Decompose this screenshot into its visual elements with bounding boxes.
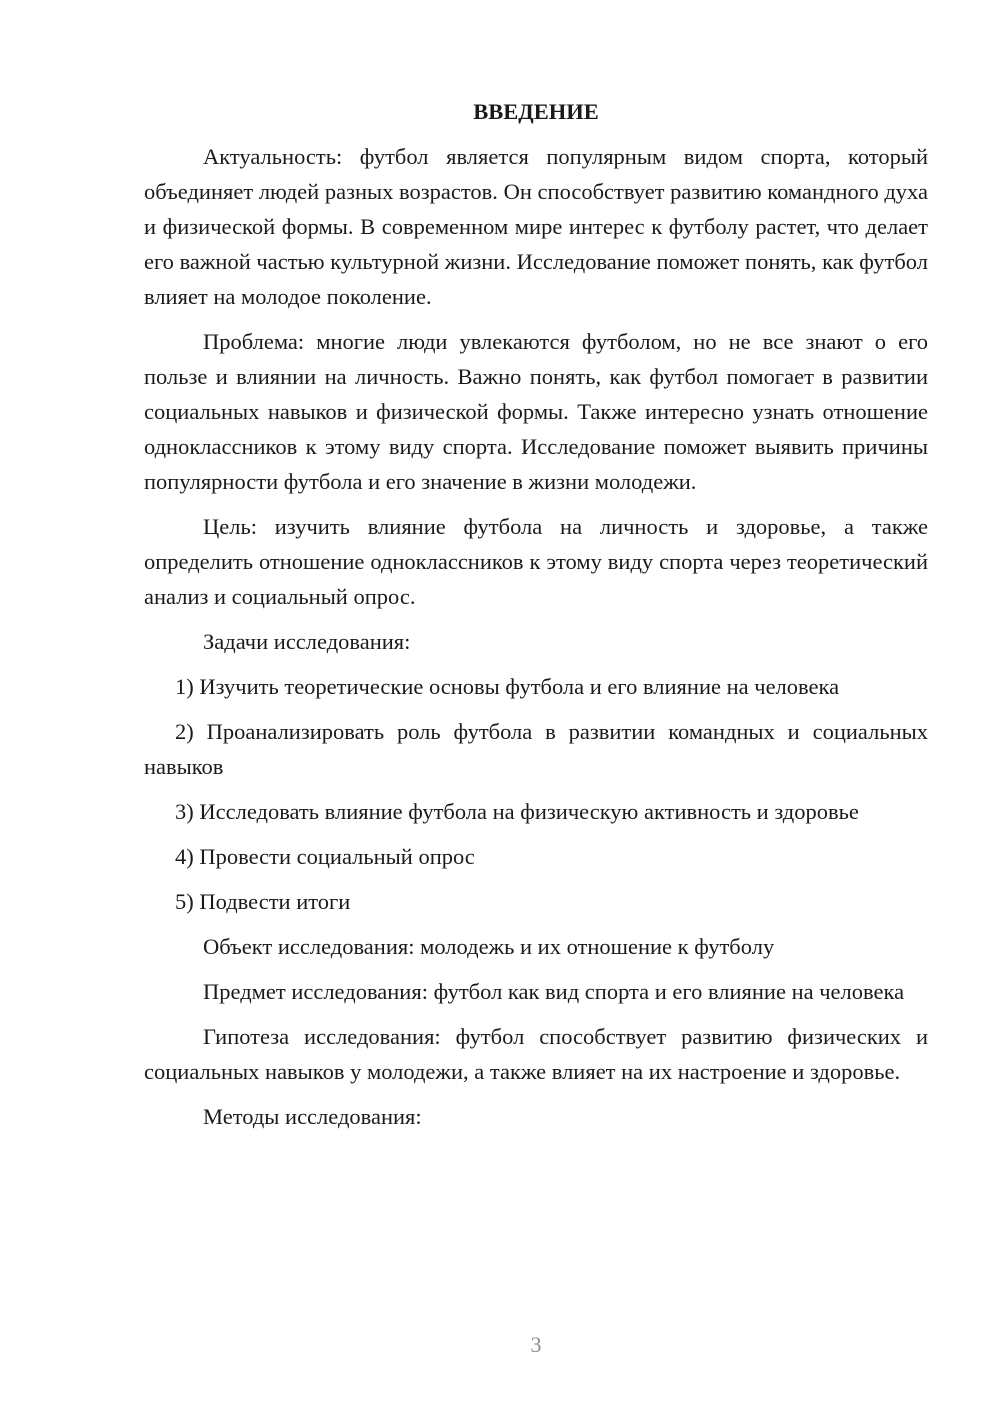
section-title: ВВЕДЕНИЕ <box>473 99 599 124</box>
task-item-5: 5) Подвести итоги <box>175 889 351 914</box>
relevance-paragraph: Актуальность: футбол является популярным видом спорта, который объединяет людей разных возрастов. Он способствует развитию командного духа и физической формы. В современном мире интерес к футболу растет, что делает его важной частью культурной жизни. Исследование поможет понять, как футбол влияет на молодое поколение. <box>144 144 928 309</box>
page-number: 3 <box>530 1332 542 1357</box>
task-item-3: 3) Исследовать влияние футбола на физическую активность и здоровье <box>175 799 859 824</box>
hypothesis-paragraph: Гипотеза исследования: футбол способствует развитию физических и социальных навыков у молодежи, а также влияет на их настроение и здоровье. <box>144 1024 928 1084</box>
task-item-4: 4) Провести социальный опрос <box>175 844 475 869</box>
document-page <box>144 94 928 1144</box>
task-item-2: 2) Проанализировать роль футбола в развитии командных и социальных навыков <box>144 719 928 779</box>
methods-heading: Методы исследования: <box>203 1104 422 1129</box>
object-paragraph: Объект исследования: молодежь и их отношение к футболу <box>203 934 775 959</box>
task-item-1: 1) Изучить теоретические основы футбола и его влияние на человека <box>175 674 840 699</box>
subject-paragraph: Предмет исследования: футбол как вид спорта и его влияние на человека <box>203 979 905 1004</box>
tasks-heading: Задачи исследования: <box>203 629 411 654</box>
problem-paragraph: Проблема: многие люди увлекаются футболом, но не все знают о его пользе и влиянии на личность. Важно понять, как футбол помогает в развитии социальных навыков и физической формы. Также интересно узнать отношение одноклассников к этому виду спорта. Исследование поможет выявить причины популярности футбола и его значение в жизни молодежи. <box>144 329 928 494</box>
goal-paragraph: Цель: изучить влияние футбола на личность и здоровье, а также определить отношение одноклассников к этому виду спорта через теоретический анализ и социальный опрос. <box>144 514 928 609</box>
